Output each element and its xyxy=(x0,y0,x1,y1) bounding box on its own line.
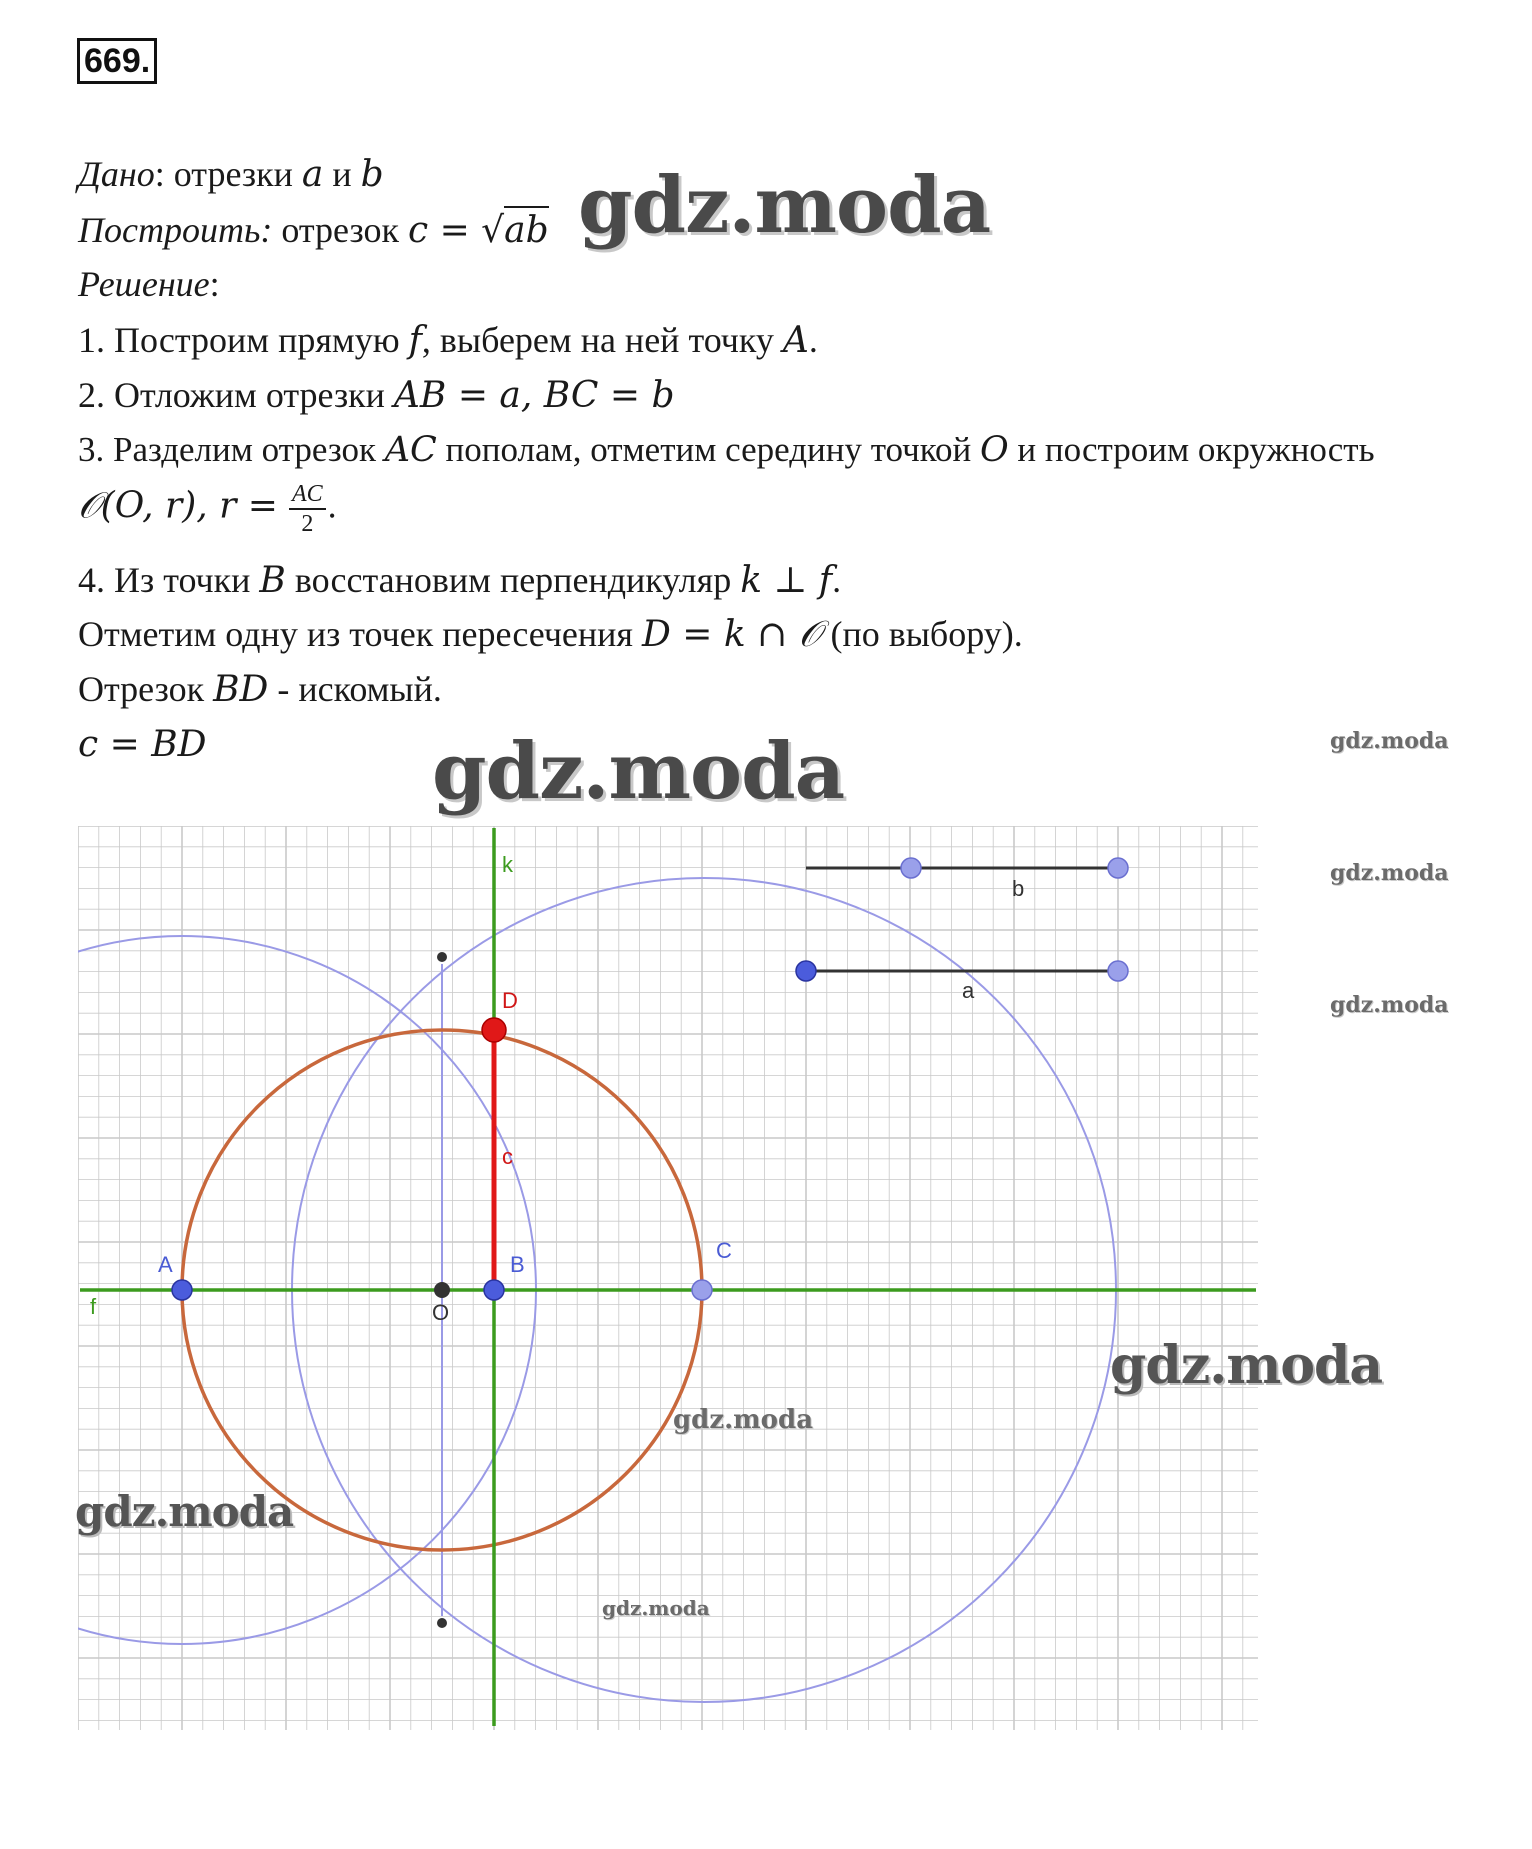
label-c: C xyxy=(716,1238,732,1263)
label-a: A xyxy=(158,1252,173,1277)
watermark: gdz.moda xyxy=(1330,860,1449,886)
step-4: 4. Из точки B восстановим перпендикуляр k ⊥ f. xyxy=(78,560,842,601)
watermark: gdz.moda xyxy=(432,726,845,817)
step-6: Отрезок BD - искомый. xyxy=(78,669,442,710)
segment-a-start-point xyxy=(796,961,816,981)
point-o xyxy=(434,1282,450,1298)
watermark: gdz.moda xyxy=(1330,992,1449,1018)
watermark: gdz.moda xyxy=(673,1405,814,1435)
watermark: gdz.moda xyxy=(578,160,991,251)
problem-number: 669. xyxy=(77,38,157,84)
answer: c = BD xyxy=(78,724,207,765)
step-1: 1. Построим прямую f, выберем на ней точку A. xyxy=(78,320,818,361)
solution-heading: Решение: xyxy=(78,264,220,304)
step-3-formula: 𝒪(O, r), r = $\frac{AC}{2}$ . xyxy=(78,481,337,537)
segment-a-end-point xyxy=(1108,961,1128,981)
label-segment-a: a xyxy=(962,978,975,1003)
label-o: O xyxy=(432,1300,450,1325)
label-segment-b: b xyxy=(1012,876,1025,901)
watermark: gdz.moda xyxy=(1110,1335,1383,1396)
watermark: gdz.moda xyxy=(1330,728,1449,754)
step-5: Отметим одну из точек пересечения D = k ∩ 𝒪 (по выбору). xyxy=(78,614,1023,655)
label-d: D xyxy=(502,988,518,1013)
intersection-top xyxy=(437,952,447,962)
watermark: gdz.moda xyxy=(75,1487,294,1536)
label-line-k: k xyxy=(502,852,513,877)
point-d xyxy=(482,1018,506,1042)
grid xyxy=(78,826,1258,1730)
point-a xyxy=(172,1280,192,1300)
point-c xyxy=(692,1280,712,1300)
segment-b-start-point xyxy=(901,858,921,878)
fraction-ac-over-2: $\frac{AC}{2}$ xyxy=(289,480,326,538)
construct-line: Построить: отрезок c = √ab xyxy=(78,208,549,253)
intersection-bottom xyxy=(437,1618,447,1628)
label-b: B xyxy=(510,1252,525,1277)
given-line: Дано: отрезки a и b xyxy=(78,154,384,195)
step-3: 3. Разделим отрезок AC пополам, отметим середину точкой O и построим окружность xyxy=(78,430,1375,470)
label-line-f: f xyxy=(90,1294,97,1319)
watermark: gdz.moda xyxy=(602,1596,710,1620)
segment-b-end-point xyxy=(1108,858,1128,878)
point-b xyxy=(484,1280,504,1300)
step-2: 2. Отложим отрезки AB = a, BC = b xyxy=(78,375,675,416)
label-segment-c: c xyxy=(502,1144,513,1169)
